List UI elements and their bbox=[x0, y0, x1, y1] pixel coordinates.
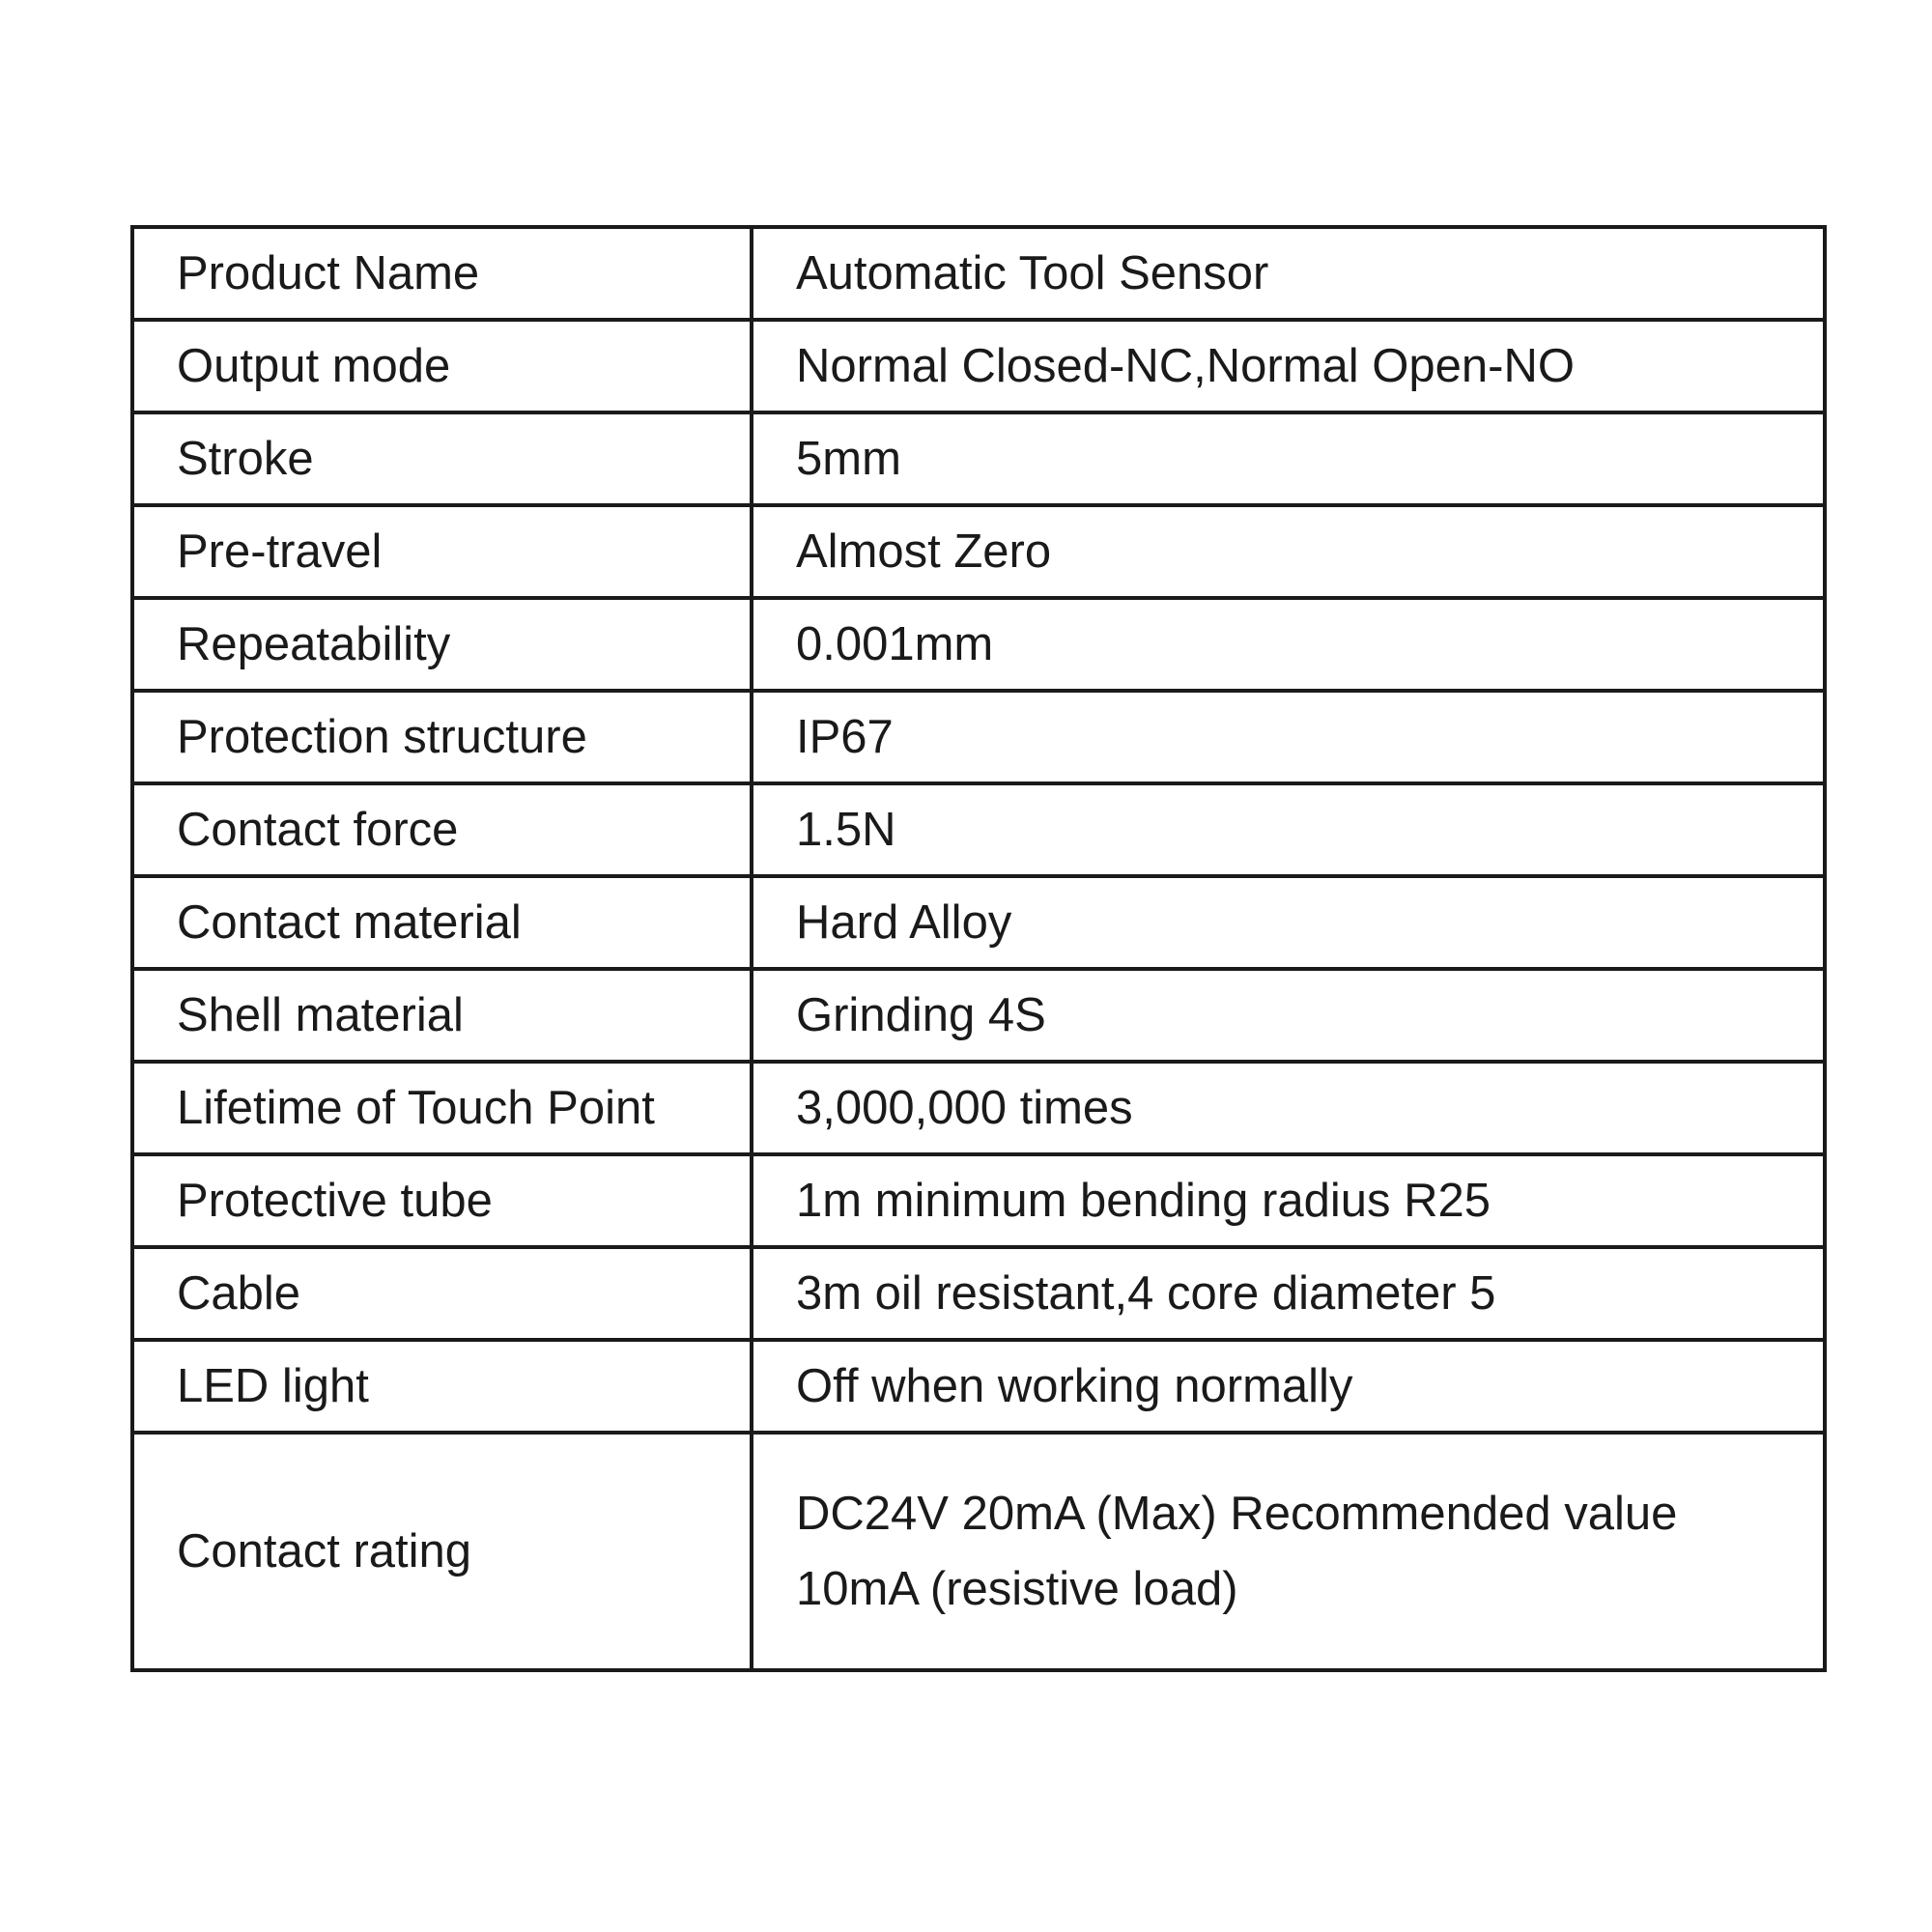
spec-value: Automatic Tool Sensor bbox=[752, 227, 1825, 320]
spec-value: 0.001mm bbox=[752, 598, 1825, 691]
spec-value: 3,000,000 times bbox=[752, 1062, 1825, 1154]
spec-value bbox=[752, 1433, 1825, 1670]
spec-label: Contact material bbox=[132, 876, 752, 969]
spec-label: Contact force bbox=[132, 783, 752, 876]
table-row bbox=[132, 1062, 1825, 1154]
spec-value: Normal Closed-NC,Normal Open-NO bbox=[752, 320, 1825, 412]
spec-value: Almost Zero bbox=[752, 505, 1825, 598]
table-row bbox=[132, 1154, 1825, 1247]
spec-value: 3m oil resistant,4 core diameter 5 bbox=[752, 1247, 1825, 1340]
spec-value: 5mm bbox=[752, 412, 1825, 505]
spec-value-line: DC24V 20mA (Max) Recommended value bbox=[796, 1488, 1678, 1540]
spec-label: Pre-travel bbox=[132, 505, 752, 598]
table-row bbox=[132, 1340, 1825, 1433]
spec-table bbox=[130, 225, 1827, 1672]
table-row bbox=[132, 691, 1825, 783]
table-row bbox=[132, 783, 1825, 876]
spec-value-line: 10mA (resistive load) bbox=[796, 1563, 1238, 1615]
spec-label: Repeatability bbox=[132, 598, 752, 691]
spec-label: Shell material bbox=[132, 969, 752, 1062]
spec-label: Cable bbox=[132, 1247, 752, 1340]
table-row bbox=[132, 412, 1825, 505]
table-row bbox=[132, 969, 1825, 1062]
spec-label: Product Name bbox=[132, 227, 752, 320]
table-row bbox=[132, 1433, 1825, 1670]
table-row bbox=[132, 876, 1825, 969]
spec-label: Protection structure bbox=[132, 691, 752, 783]
table-row bbox=[132, 227, 1825, 320]
spec-label: LED light bbox=[132, 1340, 752, 1433]
spec-value: IP67 bbox=[752, 691, 1825, 783]
table-row bbox=[132, 505, 1825, 598]
spec-value: 1m minimum bending radius R25 bbox=[752, 1154, 1825, 1247]
spec-label: Lifetime of Touch Point bbox=[132, 1062, 752, 1154]
spec-value: Hard Alloy bbox=[752, 876, 1825, 969]
table-row bbox=[132, 1247, 1825, 1340]
spec-label: Contact rating bbox=[132, 1433, 752, 1670]
spec-value: Off when working normally bbox=[752, 1340, 1825, 1433]
spec-label: Stroke bbox=[132, 412, 752, 505]
spec-value: Grinding 4S bbox=[752, 969, 1825, 1062]
table-row bbox=[132, 320, 1825, 412]
table-row bbox=[132, 598, 1825, 691]
spec-label: Protective tube bbox=[132, 1154, 752, 1247]
spec-label: Output mode bbox=[132, 320, 752, 412]
spec-value: 1.5N bbox=[752, 783, 1825, 876]
